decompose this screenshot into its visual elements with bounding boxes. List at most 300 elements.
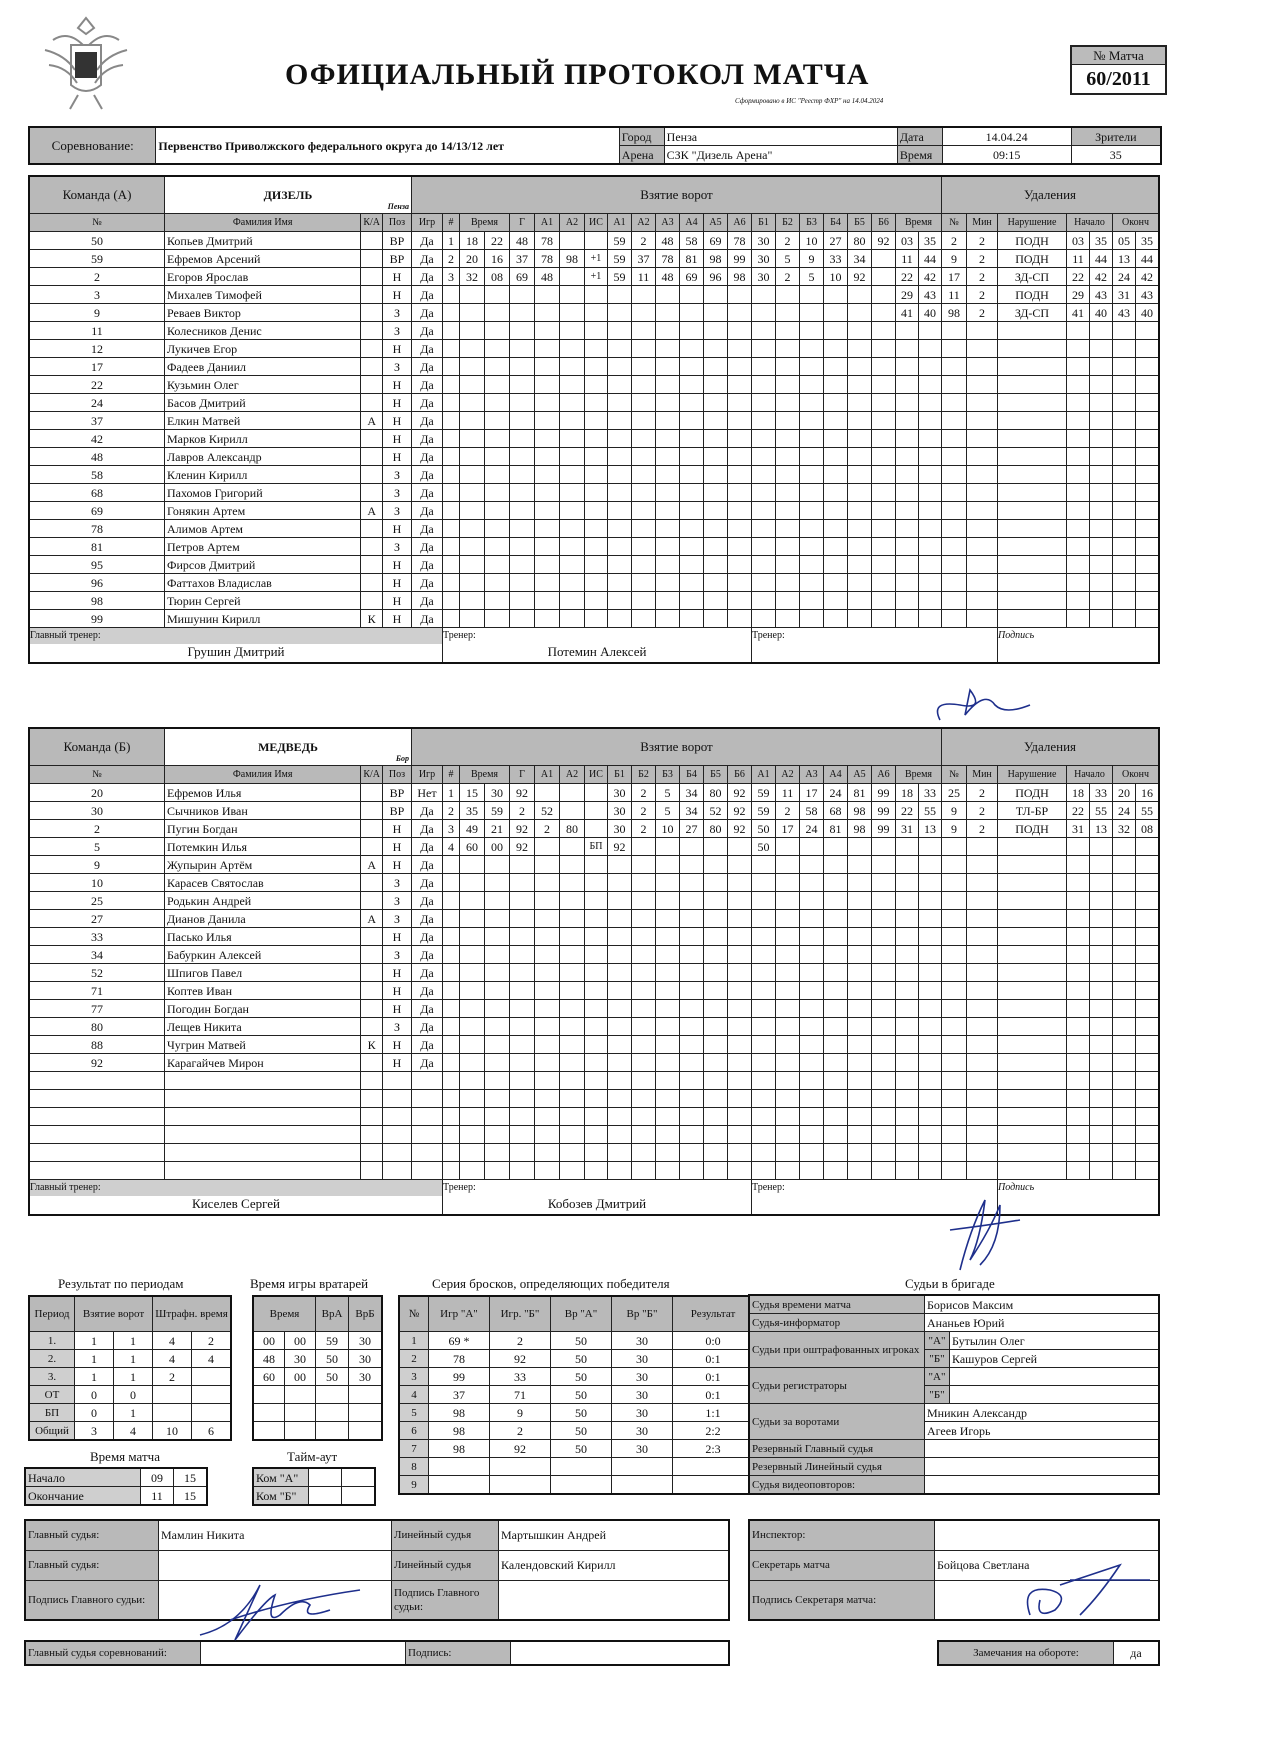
- team-b-goal-sec: 21: [485, 820, 510, 838]
- team-b-row: [29, 874, 1159, 892]
- team-a-goal-a1: [535, 574, 560, 592]
- team-b-pen-player: [942, 1054, 967, 1072]
- team-a-pen-end-sec: 43: [1136, 286, 1160, 304]
- team-b-onice-player: [608, 1018, 632, 1036]
- shootout-cell: 2: [490, 1422, 551, 1440]
- team-a-onice-player: [824, 592, 848, 610]
- team-b-player-number: 2: [29, 820, 165, 838]
- team-b-pen-type: [998, 1126, 1067, 1144]
- goalie-time-row: [253, 1332, 382, 1350]
- shootout-row: [399, 1404, 754, 1422]
- team-a-onice-player: [680, 466, 704, 484]
- team-b-onice-player: [704, 1054, 728, 1072]
- team-b-goal-is: [585, 1054, 608, 1072]
- team-b-pen-start-min: [1067, 1090, 1090, 1108]
- period-cell: [153, 1404, 192, 1422]
- team-a-col-pen-min: Мин: [967, 214, 998, 232]
- team-b-player-ka: [361, 1018, 383, 1036]
- team-a-player-number: 58: [29, 466, 165, 484]
- team-a-onice-player: [824, 358, 848, 376]
- team-a-player-played: Да: [412, 430, 443, 448]
- team-a-onice-player: [656, 304, 680, 322]
- team-b-onice-player: [680, 928, 704, 946]
- team-a-player-ka: [361, 268, 383, 286]
- line-referee-label-2: Линейный судья: [392, 1550, 499, 1580]
- team-b-onice-player: [632, 964, 656, 982]
- team-a-row: [29, 520, 1159, 538]
- team-a-onice-player: [872, 502, 896, 520]
- team-b-onice-player: [608, 910, 632, 928]
- city-label: Город: [619, 127, 664, 146]
- shootout-header: №: [399, 1296, 429, 1332]
- team-b-pen-end-sec: [1136, 1162, 1160, 1180]
- team-a-onice-player: [800, 340, 824, 358]
- team-b-onice-player: [656, 946, 680, 964]
- team-b-pen-start-sec: [1090, 946, 1113, 964]
- goalie-time-cell: 00: [285, 1368, 316, 1386]
- team-a-pen-sec: [919, 394, 942, 412]
- team-a-goal-a2: [560, 322, 585, 340]
- team-b-onice-player: 52: [704, 802, 728, 820]
- team-a-goal-is: [585, 232, 608, 250]
- team-b-onice-player: [704, 1072, 728, 1090]
- team-a-pen-end-min: 31: [1113, 286, 1136, 304]
- team-a-col-ka: К/А: [361, 214, 383, 232]
- team-a-goal-min: [460, 556, 485, 574]
- team-b-pen-start-sec: [1090, 1072, 1113, 1090]
- team-a-pen-sec: [919, 574, 942, 592]
- team-a-pen-minutes: [967, 610, 998, 628]
- team-a-pen-type: [998, 358, 1067, 376]
- team-b-pen-end-min: [1113, 982, 1136, 1000]
- team-a-onice-player: [872, 556, 896, 574]
- team-a-pen-start-sec: 35: [1090, 232, 1113, 250]
- team-b-onice-player: [824, 1036, 848, 1054]
- team-a-pen-min: [896, 322, 919, 340]
- team-a-col-pen-end: Оконч: [1113, 214, 1160, 232]
- goalie-time-cell: 50: [316, 1368, 349, 1386]
- team-a-pen-start-min: [1067, 502, 1090, 520]
- team-b-onice-player: 34: [680, 802, 704, 820]
- registrar-b-name: [950, 1386, 1160, 1404]
- team-a-pen-minutes: 2: [967, 232, 998, 250]
- team-a-onice-player: [848, 592, 872, 610]
- team-b-row: [29, 1126, 1159, 1144]
- team-b-onice-player: [608, 1054, 632, 1072]
- team-b-goal-min: [460, 1000, 485, 1018]
- team-b-onice-player: [704, 1036, 728, 1054]
- team-a-onice-player: [656, 538, 680, 556]
- team-a-goal-sec: [485, 466, 510, 484]
- team-a-pen-minutes: [967, 340, 998, 358]
- team-a-player-pos: З: [383, 304, 412, 322]
- team-a-player-name: Басов Дмитрий: [165, 394, 361, 412]
- team-a-pen-minutes: [967, 358, 998, 376]
- goalie-time-cell: [285, 1404, 316, 1422]
- team-a-pen-end-sec: 35: [1136, 232, 1160, 250]
- team-a-player-name: Реваев Виктор: [165, 304, 361, 322]
- referees-table: [748, 1294, 1160, 1495]
- team-b-pen-type: [998, 1054, 1067, 1072]
- team-b-goal-a1: [535, 982, 560, 1000]
- team-b-onice-player: [608, 874, 632, 892]
- team-a-onice-player: [680, 574, 704, 592]
- team-a-onice-player: [776, 322, 800, 340]
- team-b-onice-player: [872, 1144, 896, 1162]
- team-a-col-onice-second: Б5: [848, 214, 872, 232]
- team-a-pen-type: ЗД-СП: [998, 304, 1067, 322]
- team-a-onice-player: [800, 394, 824, 412]
- team-b-onice-player: [680, 874, 704, 892]
- team-b-player-ka: [361, 928, 383, 946]
- team-b-row: [29, 1162, 1159, 1180]
- team-b-onice-player: [800, 892, 824, 910]
- team-a-onice-player: [680, 592, 704, 610]
- team-a-onice-player: [728, 412, 752, 430]
- team-b-player-name: Чугрин Матвей: [165, 1036, 361, 1054]
- team-b-pen-end-min: 32: [1113, 820, 1136, 838]
- team-a-player-ka: [361, 322, 383, 340]
- team-b-pen-end-sec: [1136, 928, 1160, 946]
- team-a-pen-min: [896, 448, 919, 466]
- team-b-goal-a1: [535, 1054, 560, 1072]
- registrar-a-label: "А": [925, 1368, 950, 1386]
- team-a-pen-end-sec: [1136, 394, 1160, 412]
- team-a-pen-min: 22: [896, 268, 919, 286]
- team-b-goal-a2: [560, 1000, 585, 1018]
- team-b-onice-player: 98: [848, 820, 872, 838]
- team-b-pen-minutes: [967, 1036, 998, 1054]
- team-b-goal-scorer: [510, 928, 535, 946]
- team-b-player-pos: Н: [383, 1036, 412, 1054]
- team-a-onice-player: [872, 286, 896, 304]
- team-a-pen-minutes: [967, 322, 998, 340]
- team-a-pen-end-min: [1113, 358, 1136, 376]
- team-a-player-played: Да: [412, 610, 443, 628]
- team-b-player-ka: [361, 1090, 383, 1108]
- team-b-row: [29, 892, 1159, 910]
- team-b-goals-title: Взятие ворот: [412, 728, 942, 766]
- team-a-pen-type: [998, 574, 1067, 592]
- team-b-pen-sec: 13: [919, 820, 942, 838]
- team-b-onice-player: [608, 1090, 632, 1108]
- team-b-col-num: №: [29, 766, 165, 784]
- team-a-goal-scorer: [510, 322, 535, 340]
- team-b-onice-player: 5: [656, 784, 680, 802]
- shootout-cell: 98: [429, 1440, 490, 1458]
- team-a-onice-player: 59: [608, 232, 632, 250]
- team-b-pen-start-min: [1067, 1108, 1090, 1126]
- goalie-time-cell: [316, 1422, 349, 1441]
- goalie-time-cell: 00: [285, 1332, 316, 1350]
- team-a-goal-a1: [535, 448, 560, 466]
- team-b-pen-start-min: [1067, 1126, 1090, 1144]
- team-a-goal-min: [460, 574, 485, 592]
- team-a-pen-end-sec: [1136, 340, 1160, 358]
- team-a-onice-player: [752, 484, 776, 502]
- team-b-goal-num: [443, 1072, 460, 1090]
- team-a-onice-player: [632, 520, 656, 538]
- team-b-player-name: Пасько Илья: [165, 928, 361, 946]
- team-b-pen-end-sec: [1136, 1018, 1160, 1036]
- team-b-onice-player: [776, 1090, 800, 1108]
- team-a-player-number: 24: [29, 394, 165, 412]
- team-b-onice-player: [704, 1018, 728, 1036]
- team-a-col-onice-second: Б2: [776, 214, 800, 232]
- team-b-player-name: [165, 1162, 361, 1180]
- team-b-onice-player: [704, 946, 728, 964]
- team-b-onice-player: [848, 1090, 872, 1108]
- team-b-goal-is: [585, 874, 608, 892]
- period-cell: 0: [75, 1404, 114, 1422]
- team-a-goal-a2: [560, 574, 585, 592]
- team-a-pen-min: 11: [896, 250, 919, 268]
- inspector-label: Инспектор:: [749, 1520, 935, 1550]
- shootout-cell: 30: [612, 1422, 673, 1440]
- team-a-onice-player: [800, 574, 824, 592]
- team-b-pen-min: [896, 928, 919, 946]
- team-b-pen-start-sec: [1090, 1126, 1113, 1144]
- team-a-goal-a2: [560, 610, 585, 628]
- team-b-goal-num: [443, 1018, 460, 1036]
- team-b-goal-scorer: [510, 1126, 535, 1144]
- team-a-onice-player: [776, 466, 800, 484]
- team-a-onice-player: [728, 394, 752, 412]
- match-info-table: [28, 126, 1162, 165]
- team-a-player-pos: ВР: [383, 250, 412, 268]
- shootout-cell: [612, 1458, 673, 1476]
- team-b-pen-start-min: [1067, 1036, 1090, 1054]
- team-b-goal-scorer: [510, 856, 535, 874]
- team-a-goal-a2: [560, 268, 585, 286]
- team-a-head-coach-name: Грушин Дмитрий: [187, 644, 285, 659]
- shootout-cell: 9: [490, 1404, 551, 1422]
- team-a-col-a1: А1: [535, 214, 560, 232]
- team-b-onice-player: [680, 982, 704, 1000]
- team-b-pen-start-min: 31: [1067, 820, 1090, 838]
- team-b-goal-is: [585, 1162, 608, 1180]
- reserve-line-name: [925, 1458, 1160, 1476]
- team-b-goal-num: [443, 892, 460, 910]
- team-b-player-name: Бабуркин Алексей: [165, 946, 361, 964]
- team-b-pen-end-sec: [1136, 838, 1160, 856]
- team-a-pen-type: [998, 394, 1067, 412]
- team-a-pen-end-sec: 40: [1136, 304, 1160, 322]
- team-a-onice-player: [872, 250, 896, 268]
- team-a-onice-player: [608, 520, 632, 538]
- team-b-onice-player: [608, 982, 632, 1000]
- team-a-row: [29, 592, 1159, 610]
- team-b-onice-player: 30: [608, 802, 632, 820]
- team-a-player-name: Петров Артем: [165, 538, 361, 556]
- team-b-pen-end-sec: [1136, 946, 1160, 964]
- team-b-onice-player: 92: [728, 784, 752, 802]
- team-b-onice-player: [704, 838, 728, 856]
- team-a-onice-player: [608, 592, 632, 610]
- team-b-player-pos: Н: [383, 964, 412, 982]
- team-a-onice-player: [704, 412, 728, 430]
- team-b-onice-player: [800, 982, 824, 1000]
- team-a-onice-player: [656, 484, 680, 502]
- team-b-player-played: Да: [412, 964, 443, 982]
- informer-label: Судья-информатор: [749, 1314, 925, 1332]
- team-a-onice-player: [824, 502, 848, 520]
- team-a-pen-end-min: [1113, 466, 1136, 484]
- team-b-goal-scorer: [510, 1054, 535, 1072]
- team-b-onice-player: [656, 1018, 680, 1036]
- team-a-onice-player: [848, 286, 872, 304]
- team-b-goal-sec: 00: [485, 838, 510, 856]
- team-a-goal-scorer: 48: [510, 232, 535, 250]
- team-a-pen-player: [942, 376, 967, 394]
- team-a-onice-player: [632, 484, 656, 502]
- team-a-onice-player: [728, 358, 752, 376]
- team-b-pen-type: [998, 1162, 1067, 1180]
- team-b-onice-player: [632, 1090, 656, 1108]
- team-a-goal-min: [460, 448, 485, 466]
- team-a-col-pos: Поз: [383, 214, 412, 232]
- team-b-goal-is: [585, 910, 608, 928]
- team-b-player-number: 33: [29, 928, 165, 946]
- team-b-onice-player: [608, 1036, 632, 1054]
- team-a-onice-player: [680, 484, 704, 502]
- team-a-onice-player: [680, 538, 704, 556]
- team-b-goal-a2: [560, 1090, 585, 1108]
- team-b-onice-player: [728, 1000, 752, 1018]
- team-a-player-name: Ефремов Арсений: [165, 250, 361, 268]
- team-a-pen-start-sec: [1090, 358, 1113, 376]
- team-a-pen-end-min: [1113, 430, 1136, 448]
- period-cell: 1: [114, 1332, 153, 1350]
- team-b-player-played: Да: [412, 856, 443, 874]
- team-a-player-pos: Н: [383, 412, 412, 430]
- team-b-pen-sec: [919, 928, 942, 946]
- team-b-pen-start-min: [1067, 1018, 1090, 1036]
- team-a-onice-player: [800, 286, 824, 304]
- team-a-pen-start-min: [1067, 484, 1090, 502]
- team-a-pen-end-min: [1113, 610, 1136, 628]
- team-b-player-name: Ефремов Илья: [165, 784, 361, 802]
- team-b-row: [29, 1054, 1159, 1072]
- team-b-goal-min: [460, 1036, 485, 1054]
- team-a-onice-player: 33: [824, 250, 848, 268]
- team-b-goal-a2: [560, 784, 585, 802]
- team-a-col-onice-second: Б1: [752, 214, 776, 232]
- team-a-player-pos: Н: [383, 574, 412, 592]
- team-a-pen-type: [998, 556, 1067, 574]
- team-a-row: [29, 304, 1159, 322]
- team-b-pen-type: ПОДН: [998, 820, 1067, 838]
- team-b-coach-label: Тренер:: [443, 1182, 476, 1193]
- shootout-cell: 50: [551, 1422, 612, 1440]
- team-a-onice-player: [776, 484, 800, 502]
- team-b-onice-player: 2: [776, 802, 800, 820]
- team-a-pen-start-sec: [1090, 394, 1113, 412]
- team-b-pen-player: 25: [942, 784, 967, 802]
- team-a-onice-player: [680, 340, 704, 358]
- team-b-goal-num: 1: [443, 784, 460, 802]
- team-a-goal-min: [460, 394, 485, 412]
- team-b-player-number: 80: [29, 1018, 165, 1036]
- team-b-pen-start-min: [1067, 946, 1090, 964]
- team-b-pen-end-min: [1113, 1126, 1136, 1144]
- team-b-onice-player: [704, 928, 728, 946]
- team-a-player-pos: ВР: [383, 232, 412, 250]
- team-a-pen-end-sec: [1136, 376, 1160, 394]
- team-b-goal-a1: [535, 1126, 560, 1144]
- team-a-onice-player: [752, 502, 776, 520]
- team-b-onice-player: [872, 1162, 896, 1180]
- team-b-player-ka: [361, 1000, 383, 1018]
- team-b-onice-player: [680, 946, 704, 964]
- team-a-onice-player: [848, 358, 872, 376]
- team-b-row: [29, 784, 1159, 802]
- team-b-goal-a2: [560, 874, 585, 892]
- team-a-onice-player: [824, 448, 848, 466]
- period-cell: БП: [29, 1404, 75, 1422]
- team-a-goal-sec: 22: [485, 232, 510, 250]
- team-a-player-played: Да: [412, 520, 443, 538]
- period-row: [29, 1350, 231, 1368]
- team-b-onice-player: [872, 1108, 896, 1126]
- team-b-player-pos: З: [383, 910, 412, 928]
- team-b-onice-player: 24: [800, 820, 824, 838]
- team-b-onice-player: [800, 946, 824, 964]
- reserve-line-label: Резервный Линейный судья: [749, 1458, 925, 1476]
- team-a-table: [28, 175, 1160, 664]
- team-a-onice-player: 30: [752, 250, 776, 268]
- team-a-goal-min: [460, 610, 485, 628]
- team-b-onice-player: [800, 1054, 824, 1072]
- team-a-onice-player: [632, 322, 656, 340]
- team-b-onice-player: [872, 946, 896, 964]
- goalie-time-cell: [253, 1404, 285, 1422]
- team-b-player-number: [29, 1108, 165, 1126]
- team-b-onice-player: [608, 1126, 632, 1144]
- team-b-onice-player: [632, 856, 656, 874]
- team-a-pen-minutes: 2: [967, 286, 998, 304]
- shootout-cell: 50: [551, 1404, 612, 1422]
- team-b-onice-player: [776, 1162, 800, 1180]
- team-b-player-played: Да: [412, 874, 443, 892]
- team-a-pen-end-min: [1113, 322, 1136, 340]
- team-a-head-coach-label: Главный тренер:: [30, 628, 442, 644]
- team-a-onice-player: [752, 574, 776, 592]
- team-b-col-is: ИС: [585, 766, 608, 784]
- team-b-pen-end-min: [1113, 856, 1136, 874]
- team-b-pen-start-sec: [1090, 1144, 1113, 1162]
- team-a-player-name: Гонякин Артем: [165, 502, 361, 520]
- shootout-cell: 50: [551, 1368, 612, 1386]
- team-b-onice-player: 17: [776, 820, 800, 838]
- shootout-cell: 2:2: [673, 1422, 755, 1440]
- team-a-onice-player: [704, 394, 728, 412]
- team-b-goal-scorer: [510, 892, 535, 910]
- team-a-goal-a2: [560, 394, 585, 412]
- team-b-pen-end-sec: [1136, 910, 1160, 928]
- team-a-goal-min: [460, 520, 485, 538]
- team-a-onice-player: [752, 448, 776, 466]
- team-a-onice-player: [632, 466, 656, 484]
- team-a-onice-player: [776, 502, 800, 520]
- team-a-goal-scorer: [510, 430, 535, 448]
- team-a-col-onice-first: А1: [608, 214, 632, 232]
- team-a-row: [29, 484, 1159, 502]
- team-a-row: [29, 430, 1159, 448]
- team-a-pen-end-sec: [1136, 466, 1160, 484]
- team-a-col-onice-first: А3: [656, 214, 680, 232]
- team-a-goal-min: [460, 412, 485, 430]
